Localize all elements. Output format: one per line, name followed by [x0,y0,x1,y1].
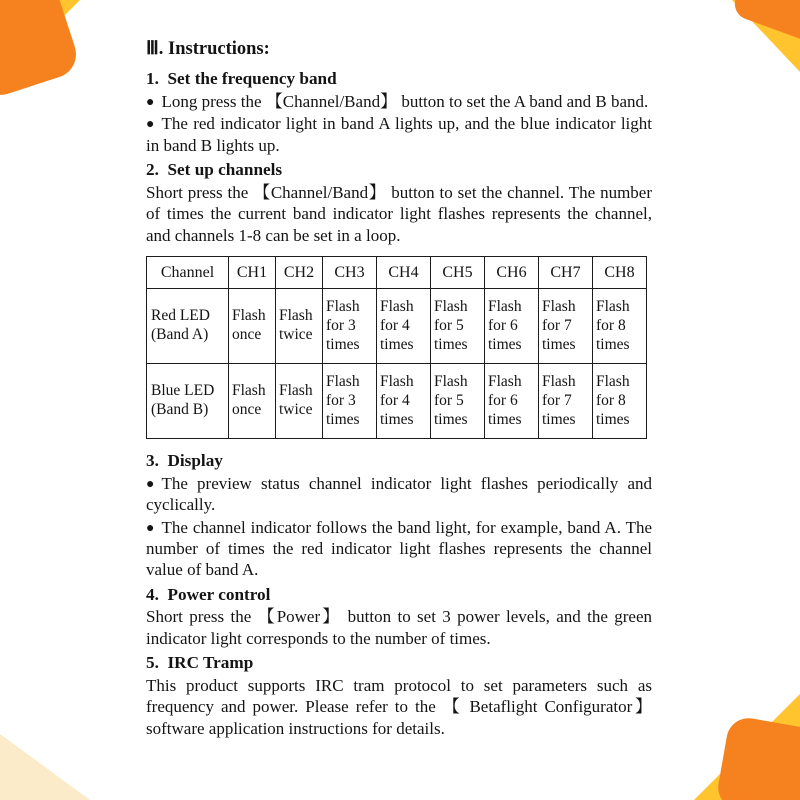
table-header-ch3: CH3 [323,257,377,289]
table-row-blue-led [147,364,647,439]
table-header-ch2: CH2 [276,257,323,289]
section-1-heading: 1. Set the frequency band [146,69,337,89]
bullet-icon: ● [146,520,155,536]
corner-decoration-top-left-orange [0,0,82,101]
table-cell: Flash for 7 times [539,289,593,364]
section-3-heading: 3. Display [146,451,223,471]
bullet-icon: ● [146,476,155,492]
section-5-paragraph: This product supports IRC tram protocol to set parameters such as frequency and power. Please refer to the 【 Betaflight Configurator】 software application instructions for details. [146,675,652,738]
section-2-heading: 2. Set up channels [146,160,283,180]
table-cell: Flash for 3 times [323,364,377,439]
corner-decoration-top-right-orange [730,0,800,47]
corner-decoration-top-left-yellow [0,0,80,80]
table-cell: Flash for 8 times [593,364,647,439]
table-cell: Flash for 7 times [539,364,593,439]
section-3-bullet-1-text: The preview status channel indicator light flashes periodically and cyclically. [146,473,652,515]
table-cell: Flash once [229,364,276,439]
section-4-heading: 4. Power control [146,584,271,604]
bullet-icon: ● [146,94,155,110]
table-header-ch1: CH1 [229,257,276,289]
corner-decoration-bottom-left-cream [0,734,90,800]
section-4-paragraph: Short press the 【Power】 button to set 3 power levels, and the green indicator light corresponds to the number of times. [146,607,652,648]
section-3-bullet-2-text: The channel indicator follows the band light, for example, band A. The number of times the red indicator light flashes represents the channel value of band A. [146,517,652,580]
table-cell: Flash for 5 times [431,364,485,439]
table-header-ch6: CH6 [485,257,539,289]
section-3-bullet-1 [146,473,652,516]
table-row-red-led [147,289,647,364]
corner-decoration-bottom-right-yellow [694,694,800,800]
table-header-ch7: CH7 [539,257,593,289]
table-cell: Flash twice [276,364,323,439]
table-cell: Flash for 4 times [377,364,431,439]
section-1-bullet-2-text: The red indicator light in band A lights up, and the blue indicator light in band B lights up. [146,114,652,155]
section-3-bullet-2 [146,517,652,581]
bullet-icon: ● [146,117,155,133]
table-cell: Flash for 5 times [431,289,485,364]
table-header-row [147,257,647,289]
channel-table [146,256,647,439]
document-title: Ⅲ. Instructions: [146,39,270,59]
section-1-bullet-1-text: Long press the 【Channel/Band】 button to set the A band and B band. [161,91,649,111]
corner-decoration-top-right-yellow [732,0,800,72]
row-label-blue-led: Blue LED (Band B) [147,364,229,439]
table-cell: Flash twice [276,289,323,364]
section-5-heading: 5. IRC Tramp [146,653,254,673]
table-header-channel: Channel [147,257,229,289]
table-header-ch5: CH5 [431,257,485,289]
section-2-paragraph: Short press the 【Channel/Band】 button to set the channel. The number of times the current band indicator light flashes represents the channel, and channels 1-8 can be set in a loop. [146,182,652,245]
document-content [146,38,652,740]
row-label-red-led: Red LED (Band A) [147,289,229,364]
table-header-ch8: CH8 [593,257,647,289]
table-cell: Flash for 6 times [485,364,539,439]
section-1-bullet-2 [146,113,652,156]
table-cell: Flash for 3 times [323,289,377,364]
table-cell: Flash for 6 times [485,289,539,364]
section-1-bullet-1 [146,91,652,112]
corner-decoration-bottom-right-orange [715,715,800,800]
table-cell: Flash for 8 times [593,289,647,364]
table-cell: Flash once [229,289,276,364]
table-header-ch4: CH4 [377,257,431,289]
table-cell: Flash for 4 times [377,289,431,364]
